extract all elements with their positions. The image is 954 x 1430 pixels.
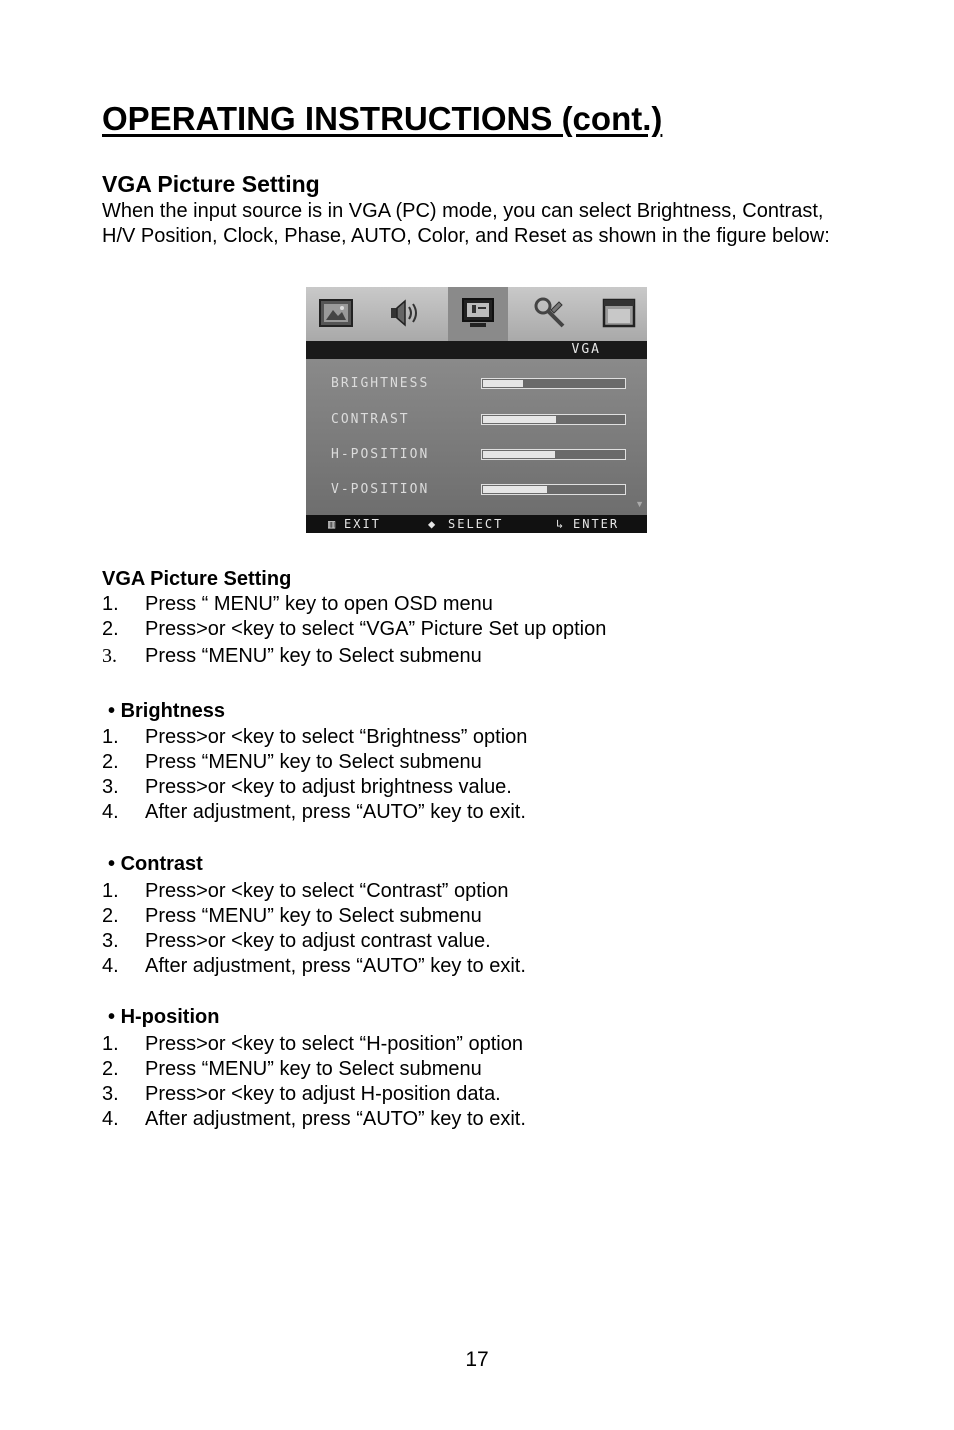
slider-fill	[483, 451, 555, 458]
exit-hint: EXIT	[344, 517, 381, 531]
vga-monitor-icon	[460, 296, 496, 330]
list-item: 1. Press>or <key to select “Contrast” option	[102, 880, 509, 902]
scroll-down-icon: ▼	[635, 499, 644, 509]
steps-list-brightness	[102, 725, 527, 825]
list-item: 2. Press “MENU” key to Select submenu	[102, 905, 482, 927]
list-item: 1. Press>or <key to select “H-position” option	[102, 1033, 523, 1055]
intro-paragraph: When the input source is in VGA (PC) mode, you can select Brightness, Contrast, H/V Position, Clock, Phase, AUTO, Color, and Reset as shown in the figure below:	[102, 200, 830, 247]
osd-footer	[306, 515, 647, 533]
steps-list-vga	[102, 592, 606, 669]
page-number: 17	[465, 1348, 489, 1371]
steps-heading-contrast: • Contrast	[108, 853, 203, 875]
brightness-slider	[481, 378, 626, 389]
osd-settings-list	[306, 359, 647, 515]
steps-list-contrast	[102, 879, 526, 979]
list-item: 3. Press>or <key to adjust brightness value.	[102, 776, 512, 798]
bullet-icon: •	[108, 1006, 116, 1028]
list-item: 4. After adjustment, press “AUTO” key to exit.	[102, 955, 526, 977]
osd-row-brightness	[306, 374, 647, 394]
steps-heading-vga: VGA Picture Setting	[102, 568, 292, 590]
select-hint: SELECT	[448, 517, 504, 531]
steps-heading-brightness: • Brightness	[108, 700, 226, 722]
enter-hint: ENTER	[573, 517, 620, 531]
list-item: 3. Press “MENU” key to Select submenu	[102, 645, 482, 667]
list-item: 2. Press “MENU” key to Select submenu	[102, 1058, 482, 1080]
osd-row-h-position	[306, 445, 647, 465]
osd-row-label: V-POSITION	[331, 482, 430, 497]
osd-row-contrast	[306, 410, 647, 430]
list-item: 4. After adjustment, press “AUTO” key to exit.	[102, 1108, 526, 1130]
osd-menu-figure	[306, 287, 647, 533]
list-item: 3. Press>or <key to adjust contrast value.	[102, 930, 491, 952]
bullet-icon: •	[108, 700, 116, 722]
v-position-slider	[481, 484, 626, 495]
list-item: 1. Press>or <key to select “Brightness” option	[102, 726, 528, 748]
list-item: 3. Press>or <key to adjust H-position data.	[102, 1083, 501, 1105]
osd-mode-label: VGA	[571, 342, 601, 357]
menu-key-icon: ▥	[328, 517, 338, 531]
slider-fill	[483, 416, 556, 423]
osd-row-label: CONTRAST	[331, 412, 410, 427]
slider-fill	[483, 380, 523, 387]
picture-icon	[318, 296, 354, 330]
list-item: 1. Press “ MENU” key to open OSD menu	[102, 593, 493, 615]
tools-icon	[531, 296, 571, 330]
osd-tab-window	[589, 287, 647, 341]
steps-heading-h-position: • H-position	[108, 1006, 220, 1028]
osd-tab-audio	[374, 287, 434, 341]
list-item: 2. Press>or <key to select “VGA” Picture Set up option	[102, 618, 607, 640]
select-arrows-icon: ◆	[428, 517, 438, 531]
osd-tab-bar	[306, 287, 647, 341]
list-item: 4. After adjustment, press “AUTO” key to exit.	[102, 801, 526, 823]
audio-icon	[386, 296, 426, 330]
osd-mode-bar	[306, 341, 647, 359]
enter-arrow-icon: ↳	[556, 517, 566, 531]
osd-row-v-position	[306, 480, 647, 500]
window-icon	[601, 296, 637, 330]
list-item: 2. Press “MENU” key to Select submenu	[102, 751, 482, 773]
steps-list-h-position	[102, 1032, 526, 1132]
page-title: OPERATING INSTRUCTIONS (cont.)	[102, 100, 663, 137]
osd-tab-tools	[519, 287, 579, 341]
contrast-slider	[481, 414, 626, 425]
h-position-slider	[481, 449, 626, 460]
bullet-icon: •	[108, 853, 116, 875]
osd-row-label: BRIGHTNESS	[331, 376, 430, 391]
osd-tab-vga	[448, 287, 508, 341]
osd-row-label: H-POSITION	[331, 447, 430, 462]
slider-fill	[483, 486, 547, 493]
osd-tab-picture	[306, 287, 366, 341]
section-title: VGA Picture Setting	[102, 171, 320, 197]
